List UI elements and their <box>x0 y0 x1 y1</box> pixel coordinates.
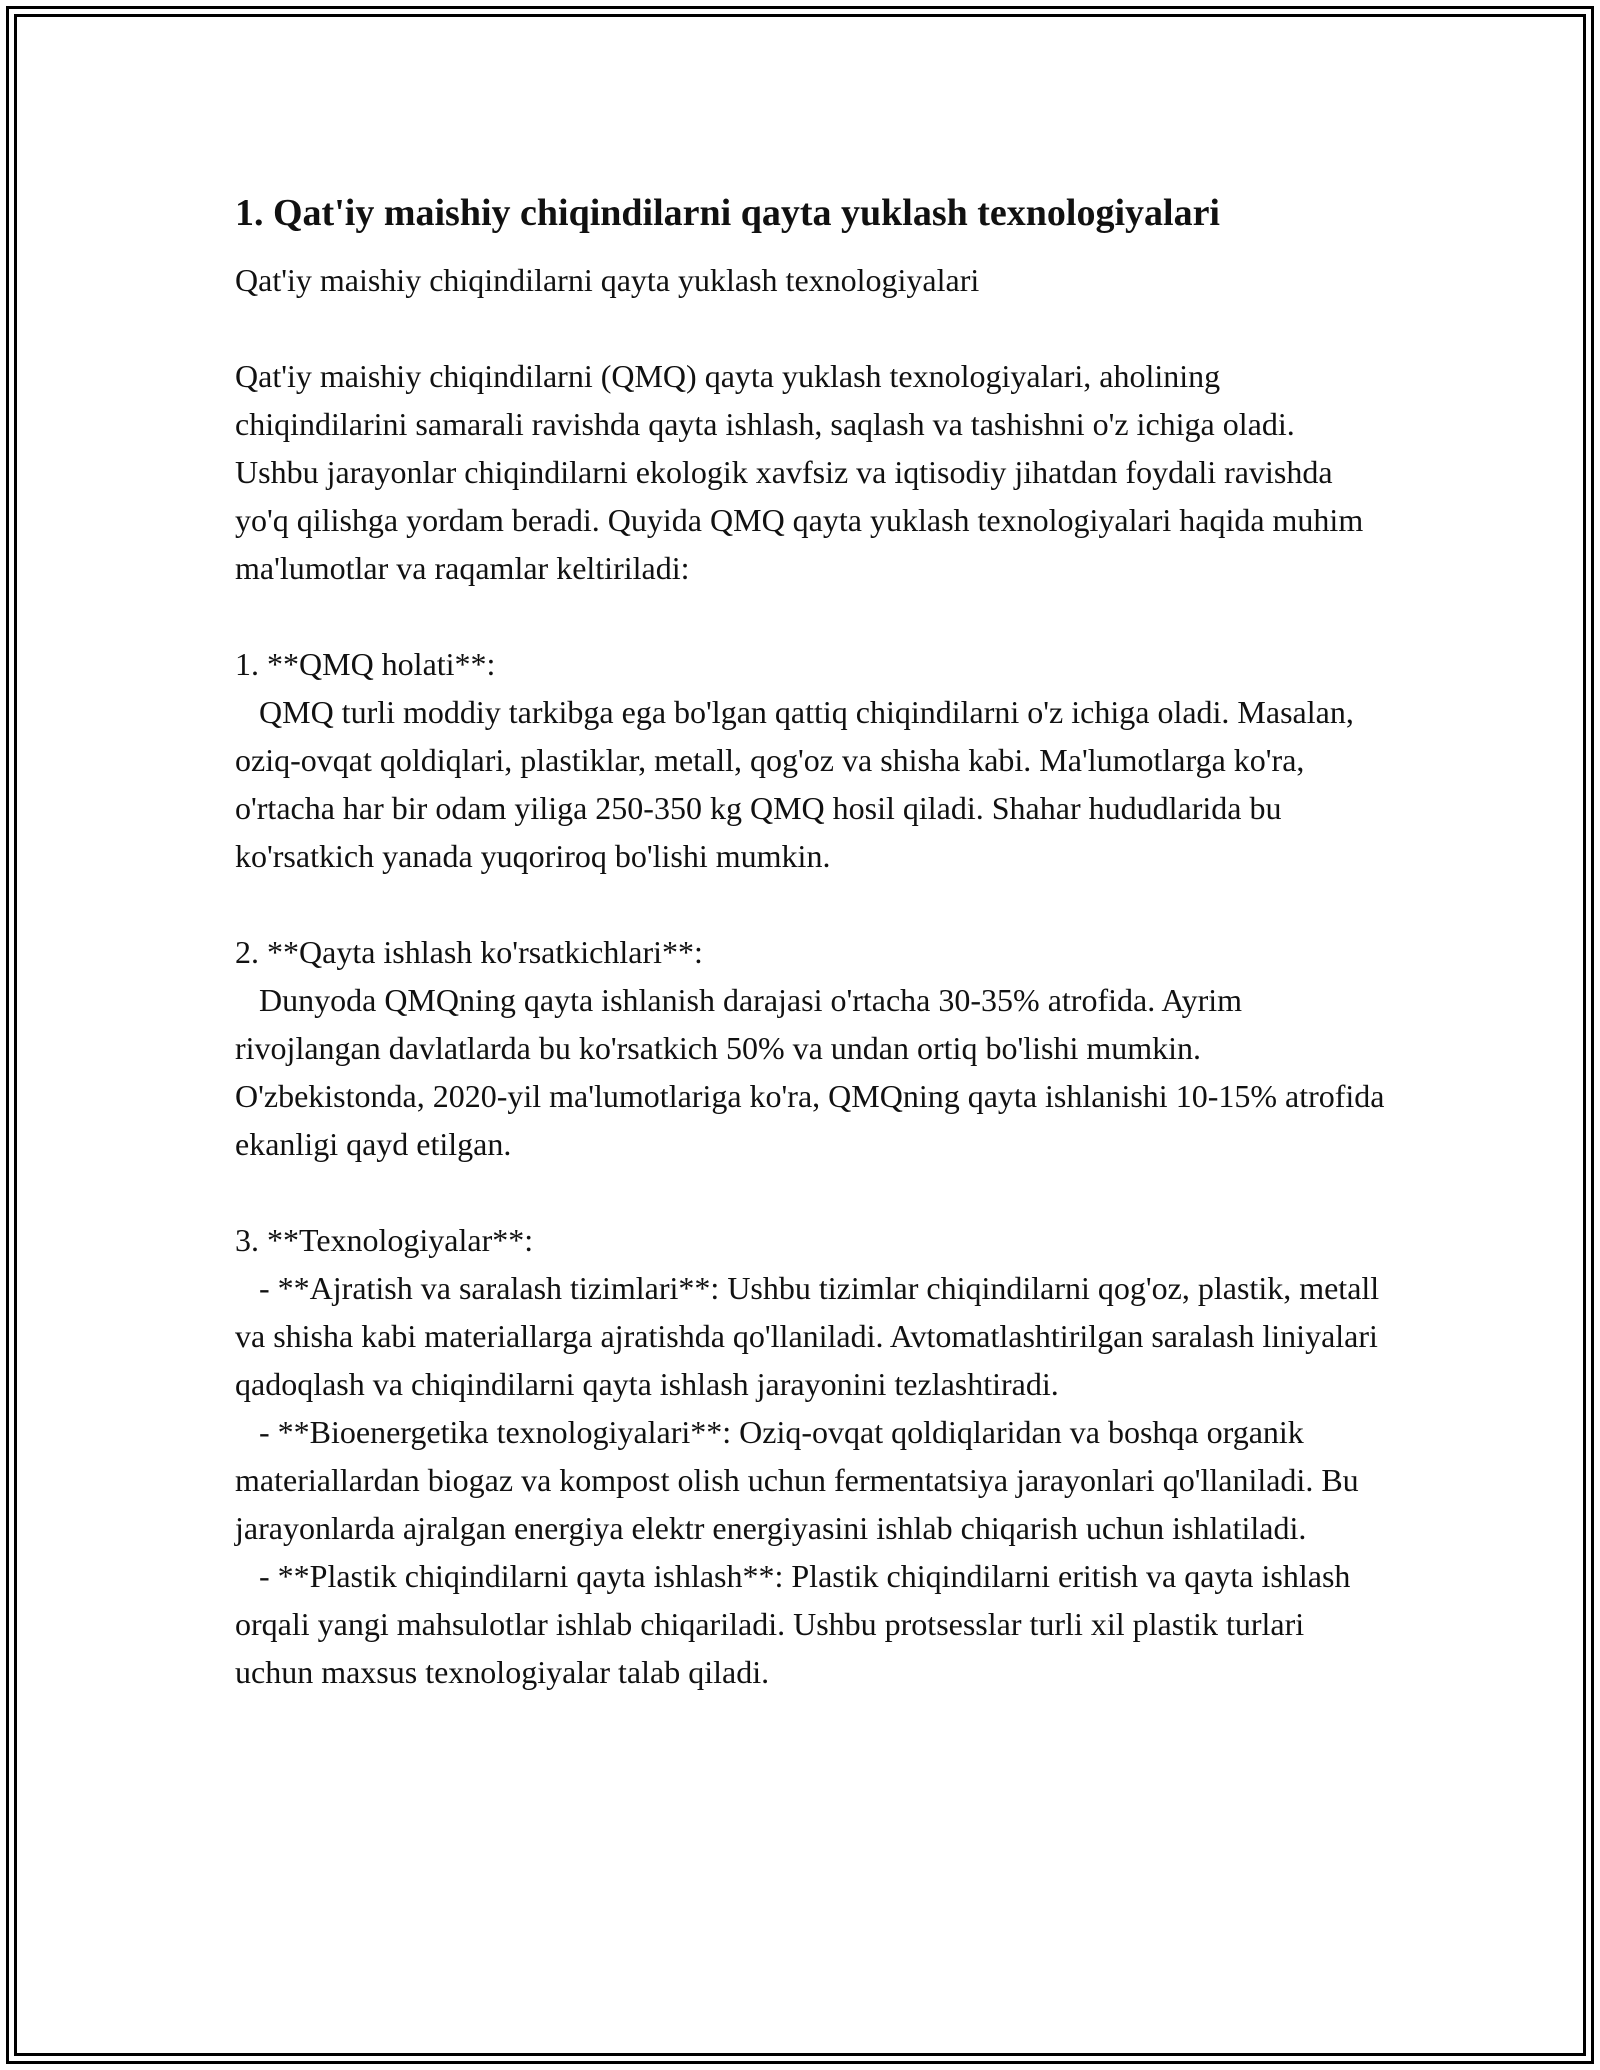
intro-paragraph: Qat'iy maishiy chiqindilarni (QMQ) qayta yuklash texnologiyalari, aholining chiqindilarini samarali ravishda qayta ishlash, saqlash va tashishni o'z ichiga oladi. Ushbu jarayonlar chiqindilarni ekologik xavfsiz va iqtisodiy jihatdan foydali ravishda yo'q qilishga yordam beradi. Quyida QMQ qayta yuklash texnologiyalari haqida muhim ma'lumotlar va raqamlar keltiriladi: <box>235 358 1372 586</box>
section-body: QMQ turli moddiy tarkibga ega bo'lgan qattiq chiqindilarni o'z ichiga oladi. Masalan, oziq-ovqat qoldiqlari, plastiklar, metall, qog'oz va shisha kabi. Ma'lumotlarga ko'ra, o'rtacha har bir odam yiliga 250-350 kg QMQ hosil qiladi. Shahar hududlarida bu ko'rsatkich yanada yuqoriroq bo'lishi mumkin. <box>235 694 1362 874</box>
section-texnologiyalar <box>235 1216 1388 1696</box>
section-qayta-ishlash <box>235 928 1393 1168</box>
list-item: - **Ajratish va saralash tizimlari**: Ushbu tizimlar chiqindilarni qog'oz, plastik, metall va shisha kabi materiallarga ajratishda qo'llaniladi. Avtomatlashtirilgan saralash liniyalari qadoqlash va chiqindilarni qayta ishlash jarayonini tezlashtiradi. <box>235 1270 1388 1402</box>
document-subtitle: Qat'iy maishiy chiqindilarni qayta yuklash texnologiyalari <box>235 262 980 298</box>
list-item: - **Plastik chiqindilarni qayta ishlash**: Plastik chiqindilarni eritish va qayta ishlash orqali yangi mahsulotlar ishlab chiqariladi. Ushbu protsesslar turli xil plastik turlari uchun maxsus texnologiyalar talab qiladi. <box>235 1558 1359 1690</box>
section-body: Dunyoda QMQning qayta ishlanish darajasi o'rtacha 30-35% atrofida. Ayrim rivojlangan davlatlarda bu ko'rsatkich 50% va undan ortiq bo'lishi mumkin. O'zbekistonda, 2020-yil ma'lumotlariga ko'ra, QMQning qayta ishlanishi 10-15% atrofida ekanligi qayd etilgan. <box>235 982 1393 1162</box>
document-content <box>235 188 1393 1696</box>
section-heading: 1. **QMQ holati**: <box>235 646 496 682</box>
section-heading: 3. **Texnologiyalar**: <box>235 1222 534 1258</box>
section-qmq-holati <box>235 640 1385 880</box>
section-heading: 2. **Qayta ishlash ko'rsatkichlari**: <box>235 934 703 970</box>
document-title: 1. Qat'iy maishiy chiqindilarni qayta yuklash texnologiyalari <box>235 192 1220 234</box>
list-item: - **Bioenergetika texnologiyalari**: Oziq-ovqat qoldiqlaridan va boshqa organik materiallardan biogaz va kompost olish uchun fermentatsiya jarayonlari qo'llaniladi. Bu jarayonlarda ajralgan energiya elektr energiyasini ishlab chiqarish uchun ishlatiladi. <box>235 1414 1367 1546</box>
